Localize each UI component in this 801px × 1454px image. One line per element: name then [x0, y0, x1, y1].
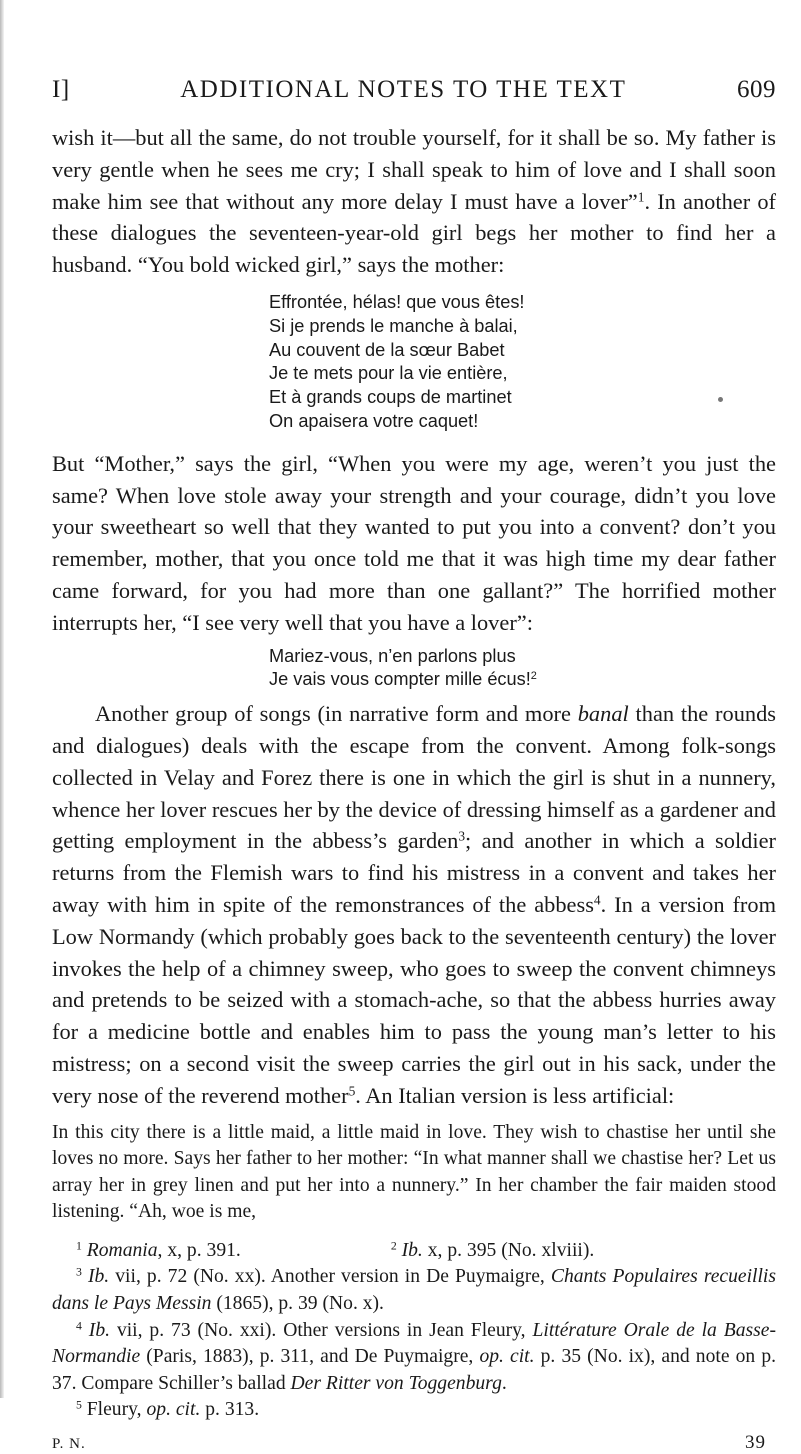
footnote-4-ib: Ib.	[88, 1319, 111, 1341]
paragraph-3-text-c: ; and another in which a soldier returns from the Flemish wars to find his mistress in a convent and takes her away with him in spite of the remonstrances of the abbess	[52, 828, 776, 917]
verse-1-line: Effrontée, hélas! que vous êtes!	[269, 291, 525, 312]
verse-1-line: Et à grands coups de martinet	[269, 387, 512, 408]
paragraph-1	[52, 122, 776, 281]
footnote-3-number: 3	[76, 1266, 82, 1280]
footnotes	[52, 1238, 776, 1424]
italian-version-quote: In this city there is a little maid, a little maid in love. They wish to chastise her until she loves no more. Says her father to her mother: “In what manner shall we chastise her? Let us array her in grey linen and put her into a nunnery.” In her chamber the fair maiden stood listening. “Ah, woe is me,	[52, 1121, 776, 1223]
footnote-4-text-3: p. 35 (No. ix), and note on p. 37. Compare Schiller’s ballad	[52, 1346, 777, 1394]
footnote-1-number: 1	[76, 1239, 82, 1253]
running-title: ADDITIONAL NOTES TO THE TEXT	[180, 76, 627, 103]
verse-2-line	[269, 668, 776, 692]
paragraph-3-text-a: Another group of songs (in narrative form and more	[95, 701, 578, 727]
scan-edge-shadow	[0, 0, 4, 1398]
paragraph-3-text-e: . An Italian version is less artificial:	[355, 1082, 675, 1108]
footnote-5-number: 5	[76, 1398, 82, 1412]
verse-1-line: Si je prends le manche à balai,	[269, 315, 518, 336]
footnote-2-text: x, p. 395 (No. xlviii).	[422, 1239, 595, 1261]
running-head	[52, 76, 776, 104]
footnote-ref-4: 4	[593, 892, 601, 908]
paragraph-2: But “Mother,” says the girl, “When you were my age, weren’t you just the same? When love stole away your strength and your courage, didn’t you love your sweetheart so well that they wanted to put you into a convent? don’t you remember, mother, that you once told me that it was high time my dear father came forward, for you had more than one gallant?” The horrified mother interrupts her, “I see very well that you have a lover”:	[52, 450, 776, 635]
footnote-5-text-2: p. 313.	[200, 1399, 260, 1421]
verse-1-line: Je te mets pour la vie entière,	[269, 363, 508, 384]
footnote-1-text: , x, p. 391.	[157, 1239, 241, 1261]
paragraph-3-text-d: . In a version from Low Normandy (which probably goes back to the seventeenth century) the lover invokes the help of a chimney sweep, who goes to sweep the convent chimneys and pretends to be seized with a stomach-ache, so that the abbess hurries away for a medicine bottle and enables him to pass the young man’s letter to his mistress; on a second visit the sweep carries the girl out in his sack, under the very nose of the reverend mother	[52, 891, 776, 1108]
footnote-5	[52, 1397, 776, 1424]
footnote-3-title: Chants Populaires recueillis dans le Pays Messin	[52, 1266, 777, 1315]
emphasis-banal: banal	[577, 701, 629, 727]
verse-1-line: Au couvent de la sœur Babet	[269, 339, 505, 360]
footnote-4-text: vii, p. 73 (No. xxi). Other versions in Jean Fleury,	[110, 1319, 533, 1341]
footnote-4-text-2: (Paris, 1883), p. 311, and De Puymaigre,	[140, 1346, 480, 1368]
footnote-1-title: Romania	[86, 1239, 158, 1261]
footnote-ref-1: 1	[637, 189, 645, 205]
footnote-3	[52, 1264, 776, 1317]
footnote-3-ib: Ib.	[87, 1266, 110, 1288]
verse-2-line-text: Je vais vous compter mille écus!	[269, 669, 531, 690]
paragraph-3-text-b: than the rounds and dialogues) deals with the escape from the convent. Among folk-songs collected in Velay and Forez there is one in which the girl is shut in a nunnery, whence her lover rescues her by the device of dressing himself as a gardener and getting employment in the abbess’s garden	[52, 701, 776, 854]
book-page	[52, 76, 776, 1454]
footnote-ref-2: 2	[530, 670, 537, 683]
ink-speck	[718, 397, 723, 402]
footnote-5-opcit: op. cit.	[146, 1399, 201, 1421]
footnote-ref-5: 5	[348, 1083, 356, 1099]
signature-initials: P. N.	[52, 1436, 86, 1453]
page-number: 609	[736, 76, 776, 103]
verse-quote-1	[269, 291, 776, 434]
signature-sheet-number: 39	[745, 1432, 766, 1454]
footnote-5-text: Fleury,	[81, 1399, 147, 1421]
footnote-4-number: 4	[76, 1319, 82, 1333]
paragraph-3	[52, 698, 776, 1111]
footnote-3-text-2: (1865), p. 39 (No. x).	[211, 1293, 384, 1315]
verse-2-line: Mariez-vous, n’en parlons plus	[269, 645, 516, 666]
footnote-4-title-2: Der Ritter von Toggenburg	[290, 1372, 502, 1394]
verse-quote-2	[269, 645, 776, 693]
verse-1-line: On apaisera votre caquet!	[269, 410, 479, 431]
paragraph-1-text-a: wish it—but all the same, do not trouble yourself, for it shall be so. My father is very gentle when he sees me cry; I shall speak to him of love and I shall soon make him see that without any more delay I must have a lover”	[52, 125, 776, 214]
printer-signature	[52, 1432, 776, 1454]
footnote-1-and-2	[52, 1238, 776, 1265]
footnote-4-opcit: op. cit.	[479, 1346, 535, 1368]
footnote-2-ib: Ib.	[401, 1239, 423, 1261]
footnote-4	[52, 1318, 776, 1398]
footnote-3-text: vii, p. 72 (No. xx). Another version in De Puymaigre,	[109, 1266, 551, 1288]
footnote-4-text-4: .	[501, 1372, 507, 1394]
section-marker: I]	[52, 76, 70, 103]
paragraph-1-text-b: . In another of these dialogues the seventeen-year-old girl begs her mother to find her a husband. “You bold wicked girl,” says the mother:	[52, 188, 776, 278]
footnote-4-title: Littérature Orale de la Basse-Normandie	[52, 1319, 777, 1368]
footnote-2-number: 2	[390, 1239, 397, 1253]
footnote-ref-3: 3	[458, 828, 466, 844]
